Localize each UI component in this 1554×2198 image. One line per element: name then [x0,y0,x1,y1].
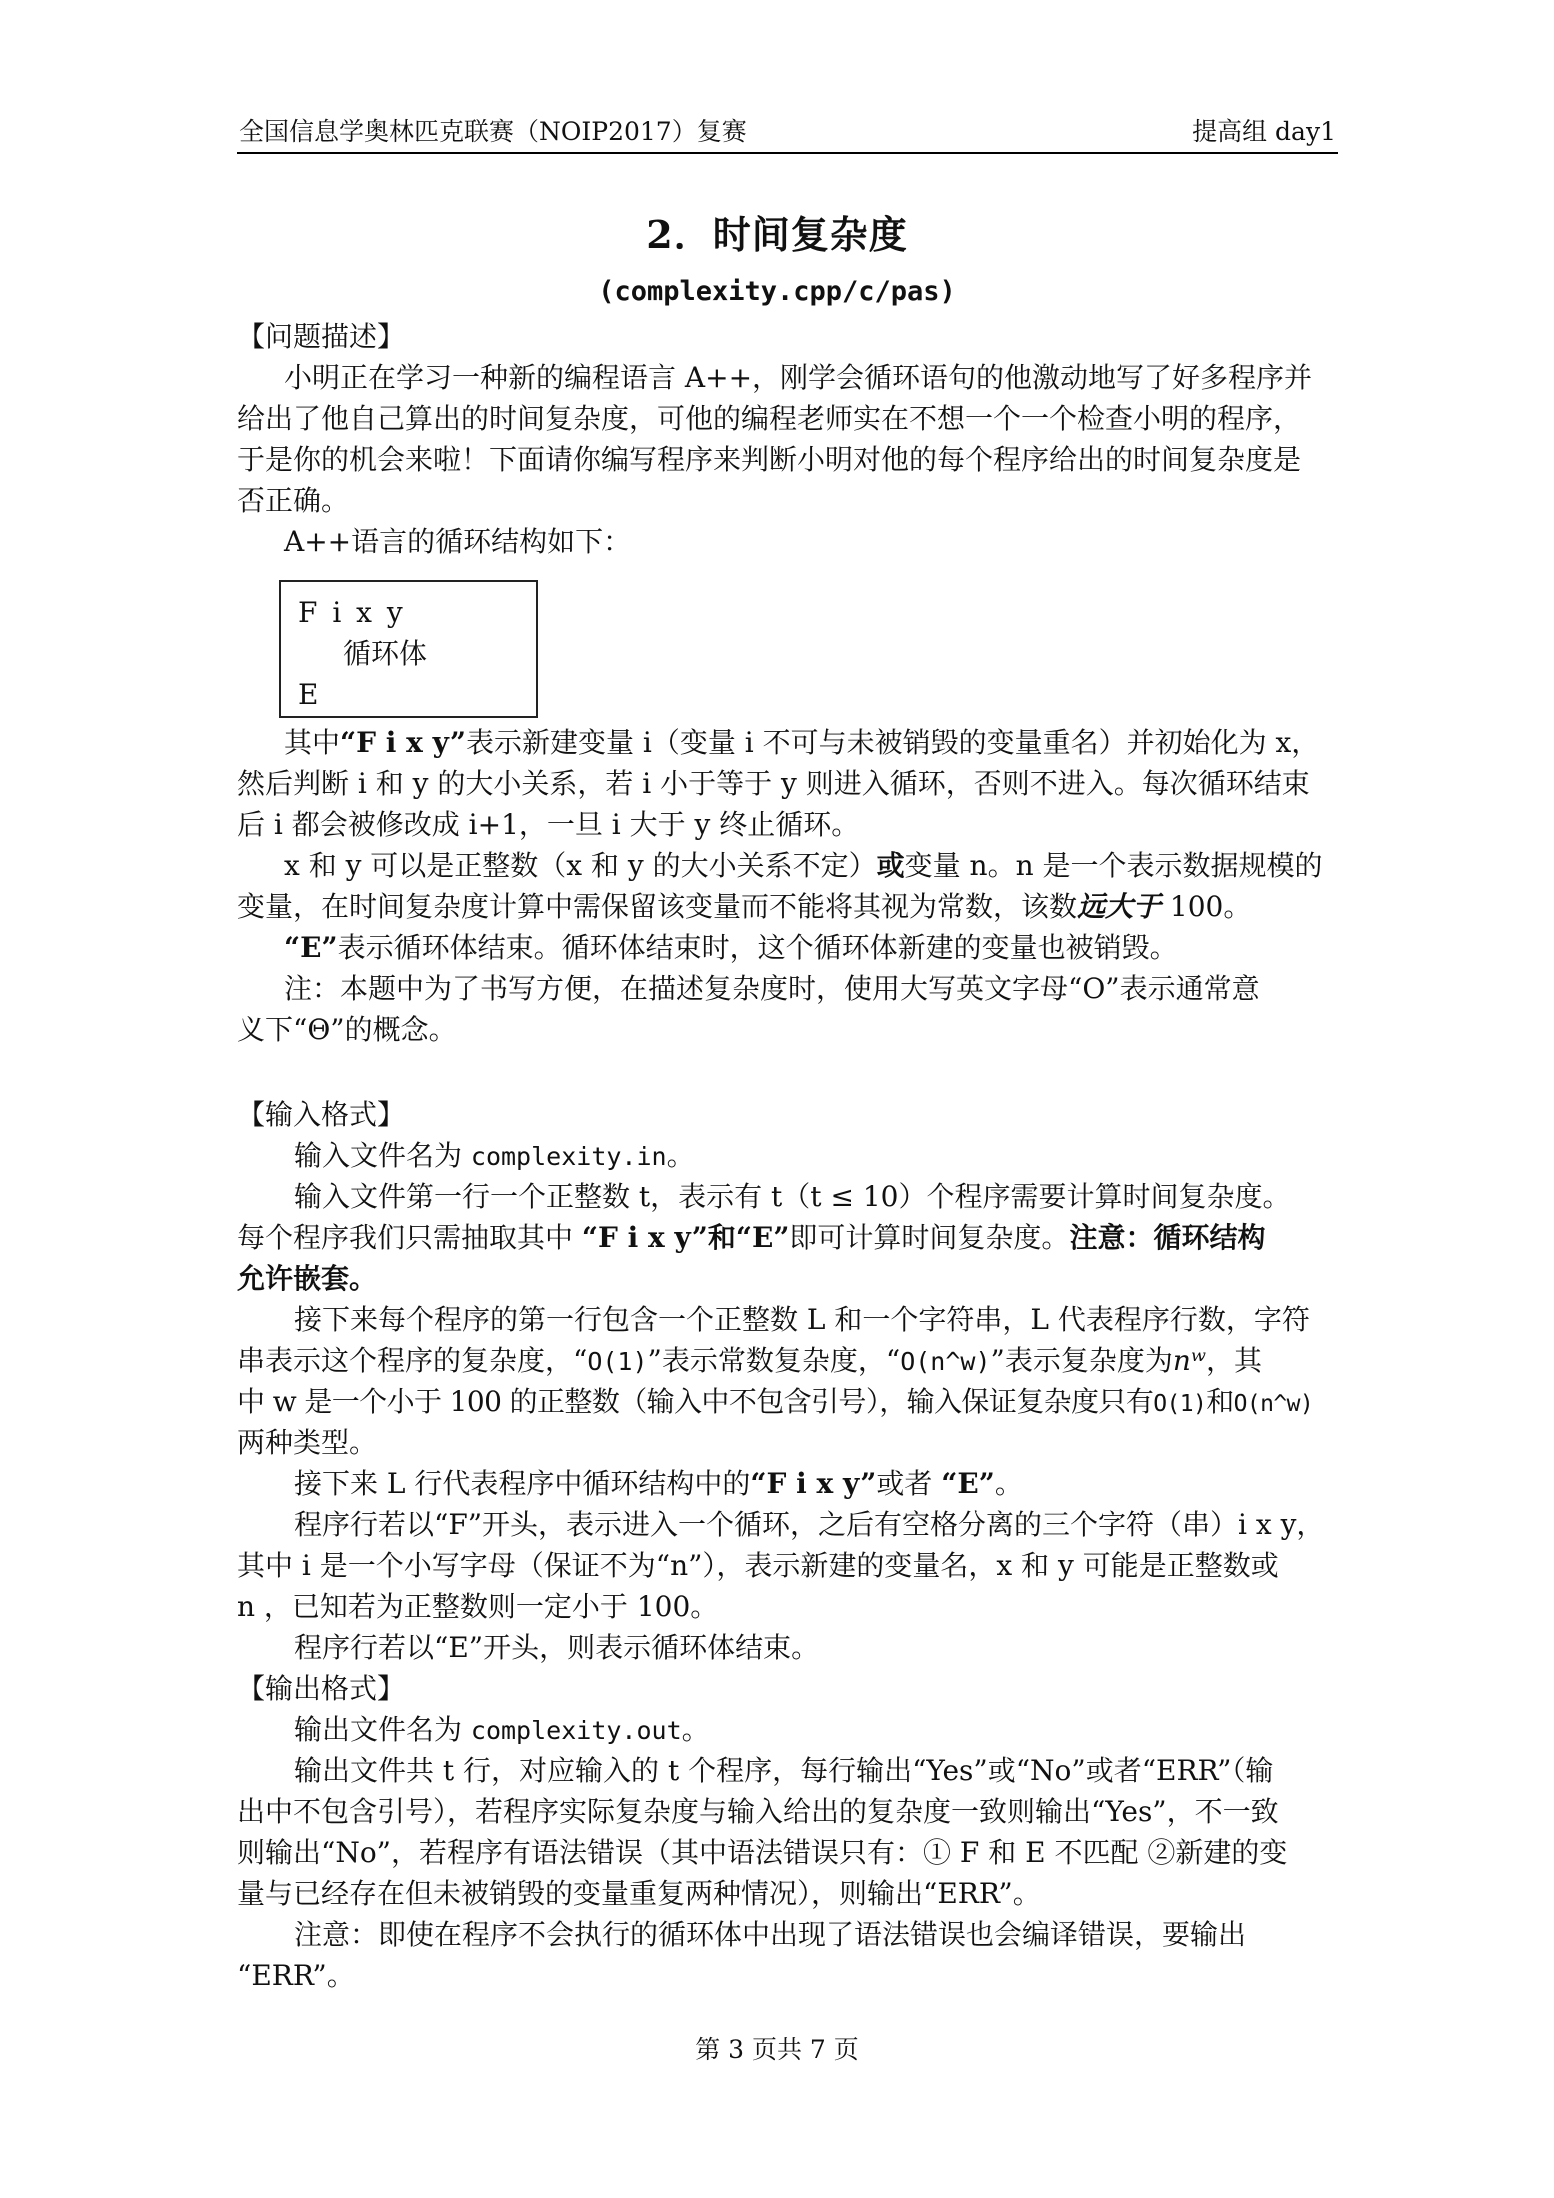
text-run: 表示循环体结束。循环体结束时，这个循环体新建的变量也被销毁。 [337,931,1178,964]
section-output-format: 【输出格式】 [237,1672,406,1705]
header-group-day: 提高组 day1 [1192,117,1336,146]
paragraph-line [237,1217,1265,1259]
code-text: O(n^w) [1233,1391,1314,1417]
bold-text: 注意：循环结构 [1069,1221,1266,1254]
text-run: 每个程序我们只需抽取其中 [237,1221,582,1254]
paragraph-line: 然后判断 i 和 y 的大小关系，若 i 小于等于 y 则进入循环，否则不进入。每次循环结束 [237,767,1310,800]
text-run: 变量，在时间复杂度计算中需保留该变量而不能将其视为常数，该数 [237,890,1078,923]
text-run: 中 w 是一个小于 100 的正整数（输入中不包含引号），输入保证复杂度只有 [237,1385,1154,1418]
problem-filename: (complexity.cpp/c/pas) [598,276,956,307]
code-line-body: 循环体 [343,637,428,670]
text-run: 接下来 L 行代表程序中循环结构中的 [294,1467,751,1500]
text-run: ”表示常数复杂度，“ [647,1344,901,1377]
text-run: ，其 [1205,1344,1262,1377]
paragraph-line [284,927,1178,969]
paragraph-line: 出中不包含引号），若程序实际复杂度与输入给出的复杂度一致则输出“Yes”，不一致 [237,1795,1279,1828]
paragraph-line: 其中 i 是一个小写字母（保证不为“n”），表示新建的变量名，x 和 y 可能是正整数或 [237,1549,1279,1582]
filename-text: complexity.out [470,1716,682,1745]
paragraph-line: n ，已知若为正整数则一定小于 100。 [237,1590,719,1623]
paragraph-line: 输入文件第一行一个正整数 t，表示有 t（t ≤ 10）个程序需要计算时间复杂度。 [294,1180,1291,1213]
paragraph-line [237,1381,1313,1423]
bold-text: “F i x y”和“E” [581,1221,790,1254]
problem-title: 2．时间复杂度 [646,212,908,257]
bold-text: 或 [876,849,905,882]
text-run: 或者 [876,1467,942,1500]
paragraph-line: 于是你的机会来啦！下面请你编写程序来判断小明对他的每个程序给出的时间复杂度是 [237,443,1302,476]
paragraph-line: 小明正在学习一种新的编程语言 A++，刚学会循环语句的他激动地写了好多程序并 [284,361,1313,394]
paragraph-line: 接下来每个程序的第一行包含一个正整数 L 和一个字符串，L 代表程序行数，字符 [294,1303,1310,1336]
text-run: 。 [994,1467,1023,1500]
paragraph-line [237,1258,377,1300]
math-expression: nʷ [1172,1344,1206,1377]
paragraph-line [284,845,1323,887]
paragraph-line: 给出了他自己算出的时间复杂度，可他的编程老师实在不想一个一个检查小明的程序， [237,402,1302,435]
paragraph-line: 否正确。 [237,484,350,517]
code-line-for: F i x y [298,596,406,629]
section-input-format: 【输入格式】 [237,1098,406,1131]
text-run: x 和 y 可以是正整数（x 和 y 的大小关系不定） [284,849,877,882]
page-header [237,112,1338,154]
bold-text: 允许嵌套。 [237,1262,378,1295]
section-problem-description: 【问题描述】 [237,320,406,353]
text-run: 变量 n。n 是一个表示数据规模的 [904,849,1323,882]
paragraph-line: 则输出“No”，若程序有语法错误（其中语法错误只有：① F 和 E 不匹配 ②新建的变 [237,1836,1288,1869]
paragraph-line [294,1709,710,1751]
text-run: 输入文件名为 [294,1139,471,1172]
header-contest-name: 全国信息学奥林匹克联赛（NOIP2017）复赛 [239,117,747,146]
paragraph-line: 义下“Θ”的概念。 [237,1013,457,1046]
code-text: O(1) [587,1347,648,1376]
code-text: O(1) [1153,1391,1207,1417]
bold-italic-text: 远大于 [1077,890,1162,923]
paragraph-line: 程序行若以“E”开头，则表示循环体结束。 [294,1631,820,1664]
paragraph-line [237,1340,1262,1382]
text-run: 。 [681,1713,710,1746]
paragraph-line [284,722,1319,764]
paragraph-line: “ERR”。 [237,1959,355,1992]
bold-text: “E” [284,931,338,964]
bold-text: “E” [941,1467,995,1500]
text-run: ”表示复杂度为 [990,1344,1173,1377]
text-run: 表示新建变量 i（变量 i 不可与未被销毁的变量重名）并初始化为 x， [465,726,1320,759]
text-run: 和 [1206,1385,1234,1418]
paragraph-line: 量与已经存在但未被销毁的变量重复两种情况），则输出“ERR”。 [237,1877,1041,1910]
text-run: 输出文件名为 [294,1713,471,1746]
text-run: 即可计算时间复杂度。 [789,1221,1070,1254]
paragraph-line: 注：本题中为了书写方便，在描述复杂度时，使用大写英文字母“O”表示通常意 [284,972,1260,1005]
code-line-end: E [298,678,319,711]
paragraph-line: 注意：即使在程序不会执行的循环体中出现了语法错误也会编译错误，要输出 [294,1918,1247,1951]
filename-text: complexity.in [470,1142,667,1171]
paragraph-line: 程序行若以“F”开头，表示进入一个循环，之后有空格分离的三个字符（串）i x y， [294,1508,1325,1541]
bold-text: “F i x y” [340,726,466,759]
paragraph-line [294,1135,695,1177]
paragraph-line: A++语言的循环结构如下： [284,525,632,558]
code-text: O(n^w) [900,1347,991,1376]
text-run: 其中 [284,726,341,759]
text-run: 串表示这个程序的复杂度，“ [237,1344,588,1377]
page-footer: 第 3 页共 7 页 [695,2035,859,2064]
paragraph-line: 两种类型。 [237,1426,378,1459]
text-run: 。 [666,1139,695,1172]
text-run: 100。 [1161,890,1252,923]
loop-structure-box [279,580,538,718]
paragraph-line [237,886,1251,928]
paragraph-line: 后 i 都会被修改成 i+1，一旦 i 大于 y 终止循环。 [237,808,860,841]
paragraph-line: 输出文件共 t 行，对应输入的 t 个程序，每行输出“Yes”或“No”或者“ERR”（输 [294,1754,1274,1787]
paragraph-line [294,1463,1023,1505]
bold-text: “F i x y” [750,1467,877,1500]
